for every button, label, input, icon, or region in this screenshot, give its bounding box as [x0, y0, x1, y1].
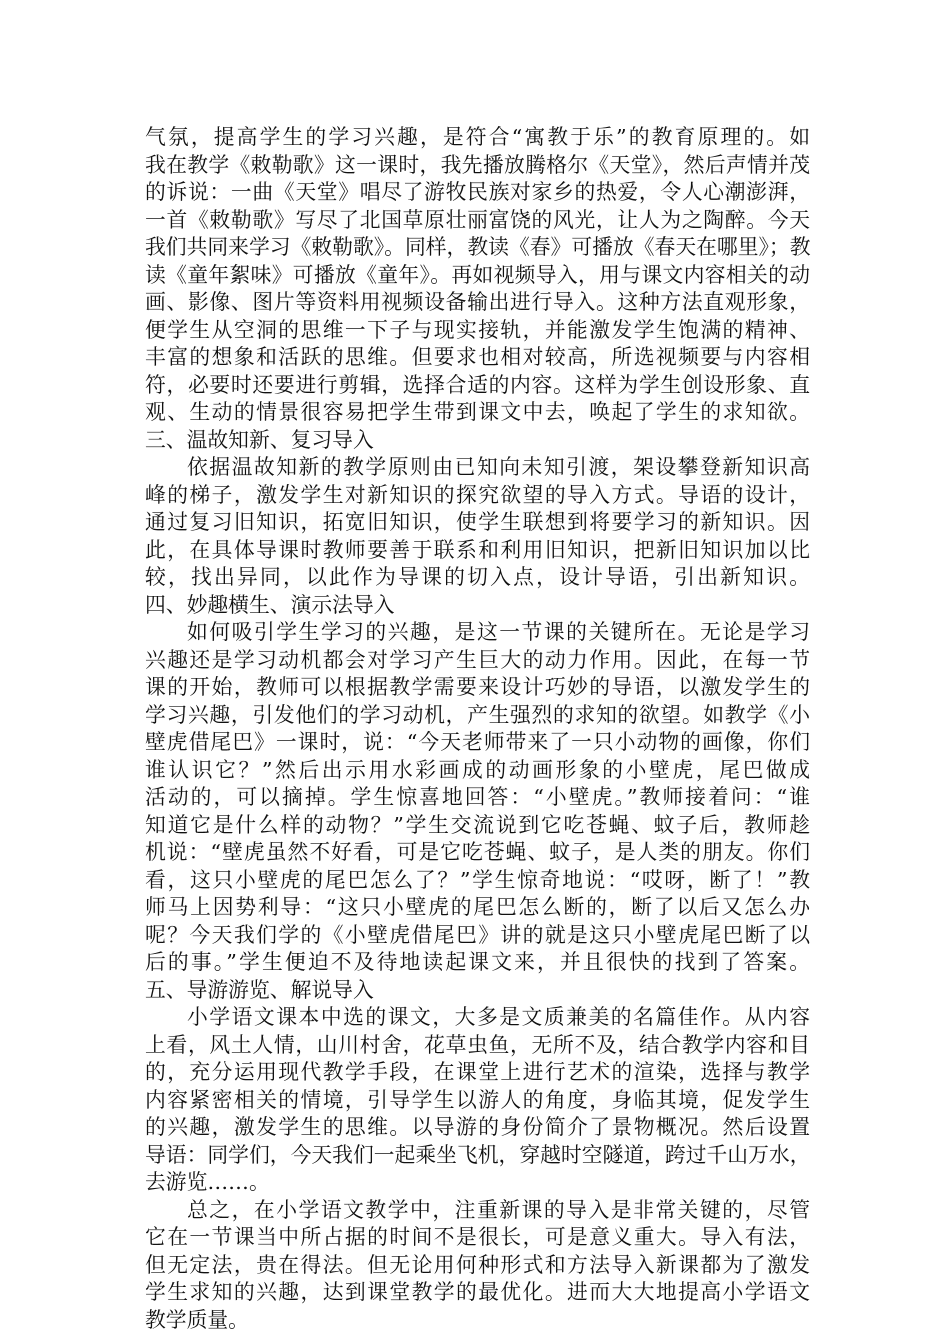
text-line: 较，找出异同，以此作为导课的切入点，设计导语，引出新知识。	[145, 565, 810, 589]
text-line: 符，必要时还要进行剪辑，选择合适的内容。这样为学生创设形象、直	[145, 372, 810, 397]
text-line: 总之，在小学语文教学中，注重新课的导入是非常关键的，尽管	[187, 1197, 810, 1222]
text-line: 此，在具体导课时教师要善于联系和利用旧知识，把新旧知识加以比	[145, 537, 810, 562]
text-line: 的，充分运用现代教学手段，在课堂上进行艺术的渲染，选择与教学	[145, 1060, 810, 1084]
text-line: 便学生从空洞的思维一下子与现实接轨，并能激发学生饱满的精神、	[145, 317, 810, 342]
text-line: 学习兴趣，引发他们的学习动机，产生强烈的求知的欲望。如教学《小	[145, 702, 810, 727]
text-line: 的诉说：一曲《天堂》唱尽了游牧民族对家乡的热爱，令人心潮澎湃，	[145, 180, 810, 204]
text-line: 气氛，提高学生的学习兴趣，是符合“寓教于乐”的教育原理的。如	[145, 125, 810, 149]
text-line: 壁虎借尾巴》一课时，说：“今天老师带来了一只小动物的画像，你们	[145, 730, 810, 754]
text-line: 知道它是什么样的动物？”学生交流说到它吃苍蝇、蚊子后，教师趁	[145, 812, 810, 837]
text-line: 通过复习旧知识，拓宽旧知识，使学生联想到将要学习的新知识。因	[145, 510, 810, 534]
text-line: 导语：同学们，今天我们一起乘坐飞机，穿越时空隧道，跨过千山万水，	[145, 1142, 811, 1167]
text-line: 画、影像、图片等资料用视频设备输出进行导入。这种方法直观形象，	[145, 290, 810, 314]
text-line: 后的事。”学生便迫不及待地读起课文来，并且很快的找到了答案。	[145, 950, 810, 974]
text-line: 兴趣还是学习动机都会对学习产生巨大的动力作用。因此，在每一节	[145, 647, 810, 672]
body-text	[145, 124, 810, 1334]
text-line: 我在教学《敕勒歌》这一课时，我先播放腾格尔《天堂》，然后声情并茂	[145, 152, 810, 177]
text-line: 课的开始，教师可以根据教学需要来设计巧妙的导语，以激发学生的	[145, 675, 810, 699]
text-line: 一首《敕勒歌》写尽了北国草原壮丽富饶的风光，让人为之陶醉。今天	[145, 207, 810, 232]
text-line: 观、生动的情景很容易把学生带到课文中去，唤起了学生的求知欲。	[145, 400, 810, 424]
text-line: 依据温故知新的教学原则由已知向未知引渡，架设攀登新知识高	[187, 455, 810, 479]
text-line: 活动的，可以摘掉。学生惊喜地回答：“小壁虎。”教师接着问：“谁	[145, 785, 810, 809]
text-line: 的兴趣，激发学生的思维。以导游的身份简介了景物概况。然后设置	[145, 1115, 810, 1139]
section-heading: 五、导游游览、解说导入	[145, 977, 374, 1002]
text-line: 如何吸引学生学习的兴趣，是这一节课的关键所在。无论是学习	[187, 620, 810, 644]
text-line: 谁认识它？”然后出示用水彩画成的动画形象的小壁虎，尾巴做成	[145, 757, 810, 782]
text-line: 我们共同来学习《敕勒歌》。同样，教读《春》可播放《春天在哪里》；教	[145, 235, 811, 259]
section-heading: 四、妙趣横生、演示法导入	[145, 592, 395, 617]
text-line: 机说：“壁虎虽然不好看，可是它吃苍蝇、蚊子，是人类的朋友。你们	[145, 840, 810, 864]
text-line: 教学质量。	[145, 1307, 249, 1332]
text-line: 看，这只小壁虎的尾巴怎么了？”学生惊奇地说：“哎呀，断了！”教	[145, 867, 810, 892]
text-line: 学生求知的兴趣，达到课堂教学的最优化。进而大大地提高小学语文	[145, 1280, 810, 1304]
text-line: 它在一节课当中所占据的时间不是很长，可是意义重大。导入有法，	[145, 1225, 810, 1249]
text-line: 丰富的想象和活跃的思维。但要求也相对较高，所选视频要与内容相	[145, 345, 810, 369]
text-line: 但无定法，贵在得法。但无论用何种形式和方法导入新课都为了激发	[145, 1252, 810, 1277]
text-line: 去游览……。	[145, 1170, 270, 1194]
text-line: 呢？今天我们学的《小壁虎借尾巴》讲的就是这只小壁虎尾巴断了以	[145, 922, 810, 947]
text-line: 读《童年絮味》可播放《童年》。再如视频导入，用与课文内容相关的动	[145, 262, 810, 287]
text-line: 上看，风土人情，山川村舍，花草虫鱼，无所不及，结合教学内容和目	[145, 1032, 810, 1057]
text-line: 师马上因势利导：“这只小壁虎的尾巴怎么断的，断了以后又怎么办	[145, 895, 810, 919]
text-line: 峰的梯子，激发学生对新知识的探究欲望的导入方式。导语的设计，	[145, 482, 810, 507]
text-line: 小学语文课本中选的课文，大多是文质兼美的名篇佳作。从内容	[187, 1005, 810, 1029]
text-line: 内容紧密相关的情境，引导学生以游人的角度，身临其境，促发学生	[145, 1087, 810, 1112]
section-heading: 三、温故知新、复习导入	[145, 427, 374, 452]
